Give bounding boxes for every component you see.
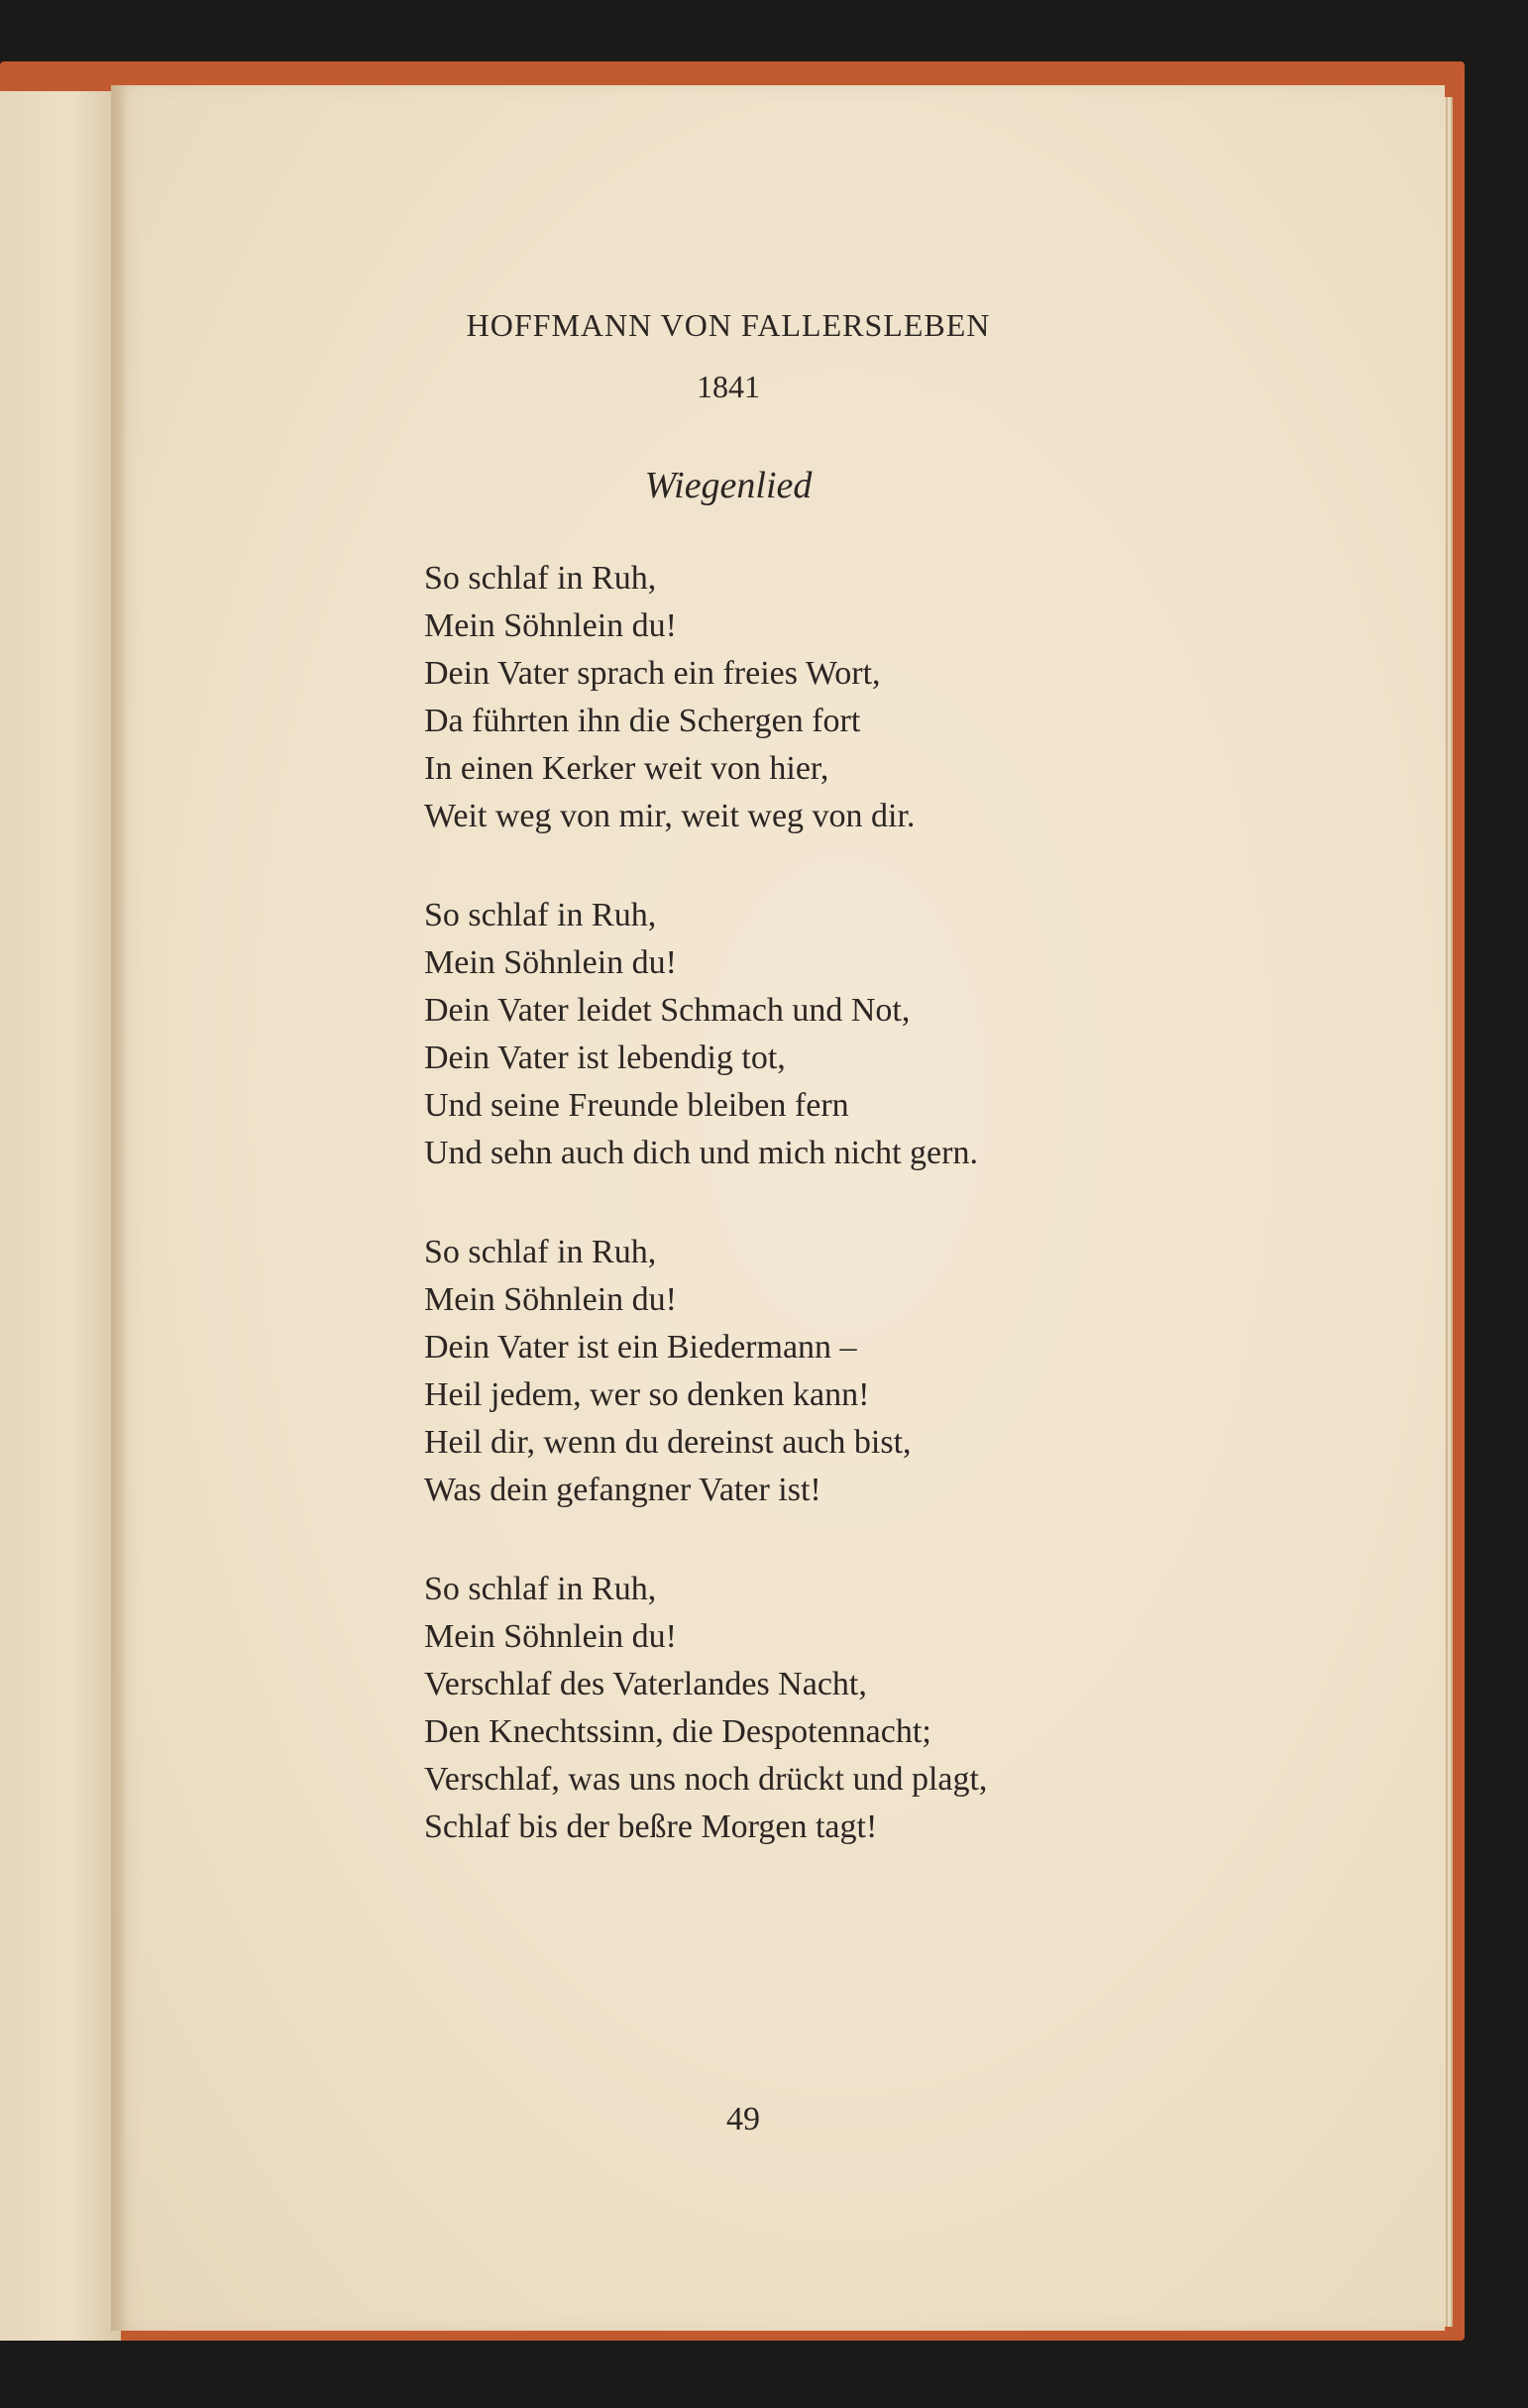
stanza-3 [424, 1229, 1177, 1514]
poem-line: So schlaf in Ruh, [424, 1571, 657, 1607]
poem-line: Heil dir, wenn du dereinst auch bist, [424, 1424, 912, 1461]
poem-line: In einen Kerker weit von hier, [424, 750, 829, 787]
stanza-4 [424, 1566, 1177, 1851]
poem-line: Schlaf bis der beßre Morgen tagt! [424, 1808, 878, 1845]
poem-line: Dein Vater ist lebendig tot, [424, 1040, 786, 1076]
stanza-1 [424, 555, 1177, 840]
poem-line: Weit weg von mir, weit weg von dir. [424, 798, 916, 834]
poem-line: So schlaf in Ruh, [424, 1234, 657, 1270]
poem-title: Wiegenlied [644, 465, 813, 506]
page-number: 49 [726, 2101, 760, 2137]
poem-line: Dein Vater ist ein Biedermann – [424, 1329, 857, 1366]
poem-line: Mein Söhnlein du! [424, 944, 677, 981]
poem-line: Was dein gefangner Vater ist! [424, 1472, 821, 1508]
poem-line: Und seine Freunde bleiben fern [424, 1087, 849, 1124]
author-heading: HOFFMANN VON FALLERSLEBEN [466, 307, 991, 343]
poem-line: Da führten ihn die Schergen fort [424, 703, 861, 739]
poem-line: Mein Söhnlein du! [424, 1618, 677, 1655]
poem-line: So schlaf in Ruh, [424, 560, 657, 597]
left-page-edge [0, 91, 121, 2341]
poem-line: Verschlaf, was uns noch drückt und plagt, [424, 1761, 988, 1798]
year-heading: 1841 [697, 369, 760, 404]
poem-line: So schlaf in Ruh, [424, 897, 657, 933]
poem-line: Dein Vater leidet Schmach und Not, [424, 992, 911, 1029]
poem-line: Und sehn auch dich und mich nicht gern. [424, 1135, 978, 1171]
poem-line: Dein Vater sprach ein freies Wort, [424, 655, 881, 692]
page-gutter-shadow [111, 85, 127, 2331]
poem-line: Heil jedem, wer so denken kann! [424, 1376, 870, 1413]
poem-line: Mein Söhnlein du! [424, 1281, 677, 1318]
poem-line: Mein Söhnlein du! [424, 607, 677, 644]
poem-line: Verschlaf des Vaterlandes Nacht, [424, 1666, 867, 1702]
stanza-2 [424, 892, 1177, 1177]
poem-line: Den Knechtssinn, die Despotennacht; [424, 1713, 931, 1750]
poem-body [424, 555, 1177, 1903]
